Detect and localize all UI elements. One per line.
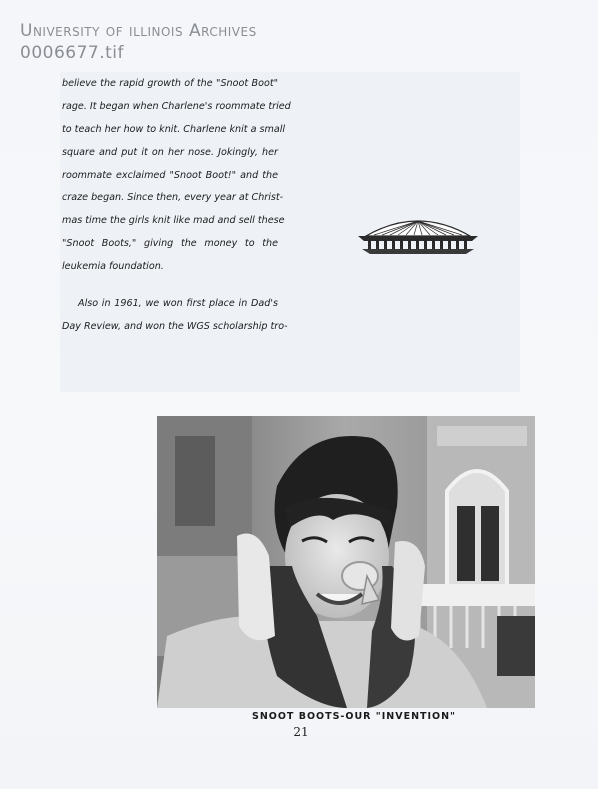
photo-snoot-boot: [157, 416, 535, 708]
page-number-text: 21: [293, 725, 309, 739]
photo-caption: [0, 711, 598, 722]
text-line: craze began. Since then, every year at Christ-: [62, 192, 284, 204]
text-line: mas time the girls knit like mad and sell these: [62, 215, 285, 227]
text-line: "Snoot Boots," giving the money to the: [62, 238, 278, 250]
text-line: to teach her how to knit. Charlene knit a small: [62, 123, 286, 135]
paragraph-gap: [62, 279, 278, 293]
text-line: square and put it on her nose. Jokingly, her: [62, 146, 278, 158]
text-line: Day Review, and won the WGS scholarship tro-: [62, 320, 288, 332]
body-text: [62, 73, 291, 339]
text-line: leukemia foundation.: [62, 261, 164, 273]
watermark-line-2: 0006677.tif: [20, 43, 124, 63]
watermark-line-1: University of illinois Archives: [20, 21, 257, 41]
assembly-hall-dome-icon: [354, 210, 482, 258]
caption-text: SNOOT BOOTS-OUR "INVENTION": [251, 711, 457, 722]
text-line: Also in 1961, we won first place in Dad's: [78, 298, 278, 310]
text-line: believe the rapid growth of the "Snoot Boot": [62, 78, 278, 89]
paragraph-1: [62, 73, 291, 279]
text-line: roommate exclaimed "Snoot Boot!" and the: [62, 169, 278, 181]
archive-watermark: [20, 20, 257, 64]
text-line: rage. It began when Charlene's roommate tried: [62, 100, 291, 112]
page-number: [0, 725, 598, 739]
paragraph-2: [62, 293, 288, 339]
